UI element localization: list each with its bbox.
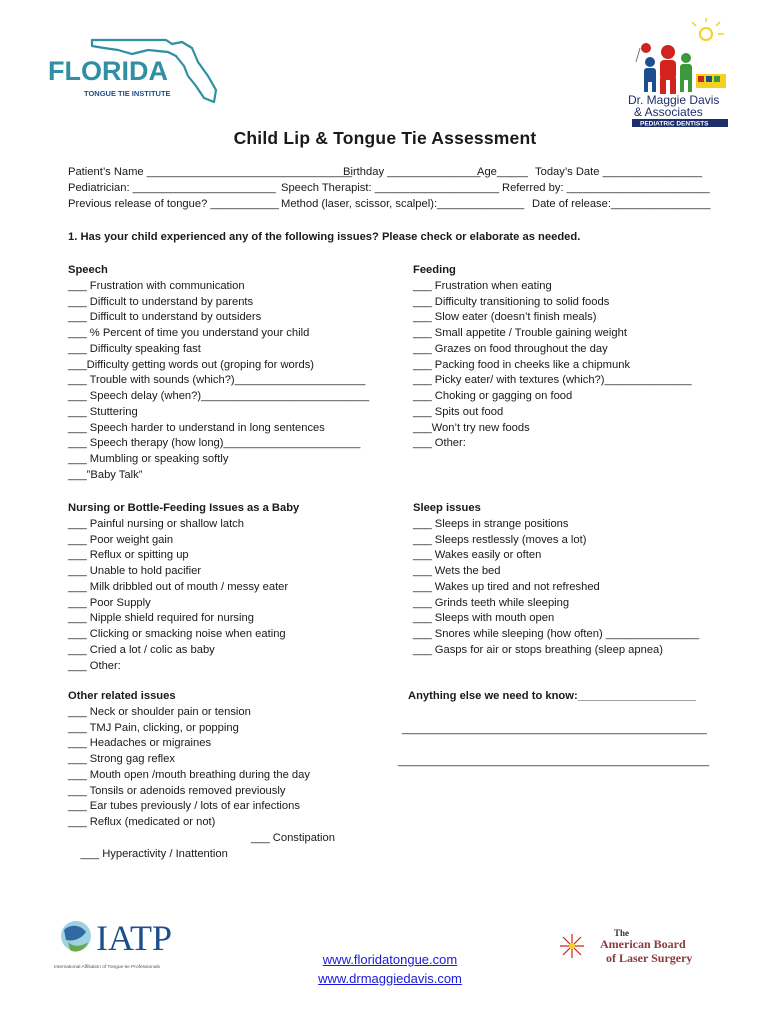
checklist-item[interactable]: ___ Other: bbox=[68, 659, 121, 672]
checklist-item[interactable]: ___ Wakes easily or often bbox=[413, 549, 542, 562]
sleep-section bbox=[413, 501, 699, 659]
todays-date-field[interactable]: Today’s Date ________________ bbox=[535, 166, 703, 178]
checklist-item[interactable]: ___ Grinds teeth while sleeping bbox=[413, 596, 570, 609]
checklist-item[interactable]: ___ Stuttering bbox=[68, 405, 138, 418]
checklist-item[interactable]: ___ Difficulty speaking fast bbox=[68, 342, 201, 355]
feeding-heading: Feeding bbox=[413, 264, 456, 276]
checklist-item[interactable]: ___ Reflux or spitting up bbox=[68, 549, 189, 562]
checklist-item[interactable]: ___ Other: bbox=[413, 437, 466, 450]
anything-else-label[interactable]: Anything else we need to know:___________________ bbox=[408, 690, 696, 702]
checklist-item[interactable]: ___ Strong gag reflex bbox=[68, 753, 175, 766]
checklist-item[interactable]: ___ Clicking or smacking noise when eating bbox=[68, 628, 286, 641]
checklist-item[interactable]: ___ Poor Supply bbox=[68, 596, 151, 609]
checklist-item[interactable]: ___ Sleeps with mouth open bbox=[413, 612, 555, 625]
checklist-item[interactable]: ___ Milk dribbled out of mouth / messy eater bbox=[68, 580, 289, 593]
previous-release-field[interactable]: Previous release of tongue? ___________ bbox=[68, 198, 279, 211]
checklist-item[interactable]: ___ Frustration when eating bbox=[413, 279, 552, 292]
florida-tongue-tie-logo bbox=[48, 32, 228, 106]
drmaggiedavis-link[interactable]: www.drmaggiedavis.com bbox=[318, 971, 462, 986]
nursing-section bbox=[68, 501, 299, 674]
feeding-section bbox=[413, 263, 692, 452]
other-issues-section bbox=[68, 689, 335, 894]
checklist-item[interactable]: ___ % Percent of time you understand your child bbox=[68, 327, 310, 340]
checklist-item[interactable]: ___ Gasps for air or stops breathing (sleep apnea) bbox=[413, 643, 663, 656]
patient-name-field[interactable]: Patient’s Name _________________________________ bbox=[68, 166, 353, 178]
checklist-item[interactable]: ___ TMJ Pain, clicking, or popping bbox=[68, 721, 239, 734]
info-line-2 bbox=[68, 182, 718, 198]
checklist-item[interactable]: ___ Sleeps restlessly (moves a lot) bbox=[413, 533, 587, 546]
iatp-subtitle: International Affiliation of Tongue-tie Professionals bbox=[54, 965, 160, 970]
american-board-laser-surgery-logo bbox=[556, 924, 732, 972]
info-line-1 bbox=[68, 166, 718, 182]
checklist-item[interactable]: ___ Tonsils or adenoids removed previously bbox=[68, 784, 286, 797]
abls-line1: The bbox=[614, 928, 630, 938]
speech-section bbox=[68, 263, 369, 484]
anything-else-line-2[interactable]: __________________________________________________ bbox=[398, 755, 710, 767]
checklist-item[interactable]: ___ Snores while sleeping (how often) _______________ bbox=[413, 628, 700, 641]
page-title: Child Lip & Tongue Tie Assessment bbox=[233, 128, 537, 148]
checklist-item[interactable]: ___ Difficult to understand by parents bbox=[68, 295, 254, 308]
nursing-heading: Nursing or Bottle-Feeding Issues as a Baby bbox=[68, 502, 300, 514]
pediatrician-field[interactable]: Pediatrician: _______________________ bbox=[68, 182, 276, 195]
davis-line2: & Associates bbox=[634, 105, 703, 119]
sleep-heading: Sleep issues bbox=[413, 502, 481, 514]
florida-wordmark: FLORIDA bbox=[48, 56, 168, 86]
patient-info-block bbox=[68, 166, 718, 215]
abls-line2: American Board bbox=[600, 937, 686, 951]
checklist-item[interactable]: ___ Frustration with communication bbox=[68, 279, 245, 292]
method-field[interactable]: Method (laser, scissor, scalpel):______________ bbox=[281, 198, 525, 211]
floridatongue-link[interactable]: www.floridatongue.com bbox=[322, 952, 458, 967]
checklist-item[interactable]: ___ Slow eater (doesn’t finish meals) bbox=[413, 311, 597, 324]
checklist-item[interactable]: ___ Choking or gagging on food bbox=[413, 390, 573, 403]
checklist-item[interactable]: ___ Neck or shoulder pain or tension bbox=[68, 705, 251, 718]
iatp-logo bbox=[54, 916, 214, 974]
checklist-item[interactable]: ___ Ear tubes previously / lots of ear infections bbox=[68, 800, 300, 813]
checklist-item[interactable]: ___ Reflux (medicated or not) bbox=[68, 816, 216, 829]
checklist-item[interactable]: ___ Difficult to understand by outsiders bbox=[68, 311, 262, 324]
checklist-item[interactable]: ___ Wakes up tired and not refreshed bbox=[413, 580, 600, 593]
anything-else-section bbox=[408, 689, 696, 705]
referred-by-field[interactable]: Referred by: _______________________ bbox=[502, 182, 710, 195]
abls-line3: of Laser Surgery bbox=[606, 951, 693, 965]
checklist-item[interactable]: ___ Mouth open /mouth breathing during the day bbox=[68, 768, 310, 781]
question-1: 1. Has your child experienced any of the following issues? Please check or elaborate as needed. bbox=[68, 231, 581, 243]
checklist-item[interactable]: ___ Spits out food bbox=[413, 405, 504, 418]
checklist-item[interactable]: ___Won’t try new foods bbox=[413, 421, 530, 434]
speech-therapist-field[interactable]: Speech Therapist: ____________________ bbox=[281, 182, 500, 195]
florida-subtitle: TONGUE TIE INSTITUTE bbox=[84, 89, 171, 98]
anything-else-line-1[interactable]: _________________________________________________ bbox=[402, 723, 707, 735]
checklist-item[interactable]: ___ Difficulty transitioning to solid foods bbox=[413, 295, 610, 308]
constipation-item[interactable]: ___ Constipation bbox=[251, 831, 335, 844]
checklist-item[interactable]: ___ Headaches or migraines bbox=[68, 737, 212, 750]
checklist-row bbox=[68, 831, 335, 894]
checklist-item[interactable]: ___Difficulty getting words out (groping for words) bbox=[68, 358, 315, 371]
checklist-item[interactable]: ___ Speech harder to understand in long sentences bbox=[68, 421, 325, 434]
checklist-item[interactable]: ___ Small appetite / Trouble gaining weight bbox=[413, 327, 627, 340]
checklist-item[interactable]: ___ Sleeps in strange positions bbox=[413, 517, 569, 530]
checklist-item[interactable]: ___ Wets the bed bbox=[413, 565, 501, 578]
checklist-item[interactable]: ___ Mumbling or speaking softly bbox=[68, 453, 229, 466]
davis-line3: PEDIATRIC DENTISTS bbox=[640, 120, 709, 128]
checklist-item[interactable]: ___ Speech delay (when?)___________________________ bbox=[68, 390, 370, 403]
checklist-item[interactable]: ___”Baby Talk” bbox=[68, 468, 143, 481]
other-heading: Other related issues bbox=[68, 690, 176, 702]
age-field[interactable]: Age_____ bbox=[477, 166, 529, 178]
checklist-item[interactable]: ___ Packing food in cheeks like a chipmunk bbox=[413, 358, 631, 371]
checklist-item[interactable]: ___ Grazes on food throughout the day bbox=[413, 342, 608, 355]
checklist-item[interactable]: ___ Unable to hold pacifier bbox=[68, 565, 202, 578]
checklist-item[interactable]: ___ Speech therapy (how long)______________________ bbox=[68, 437, 361, 450]
checklist-item[interactable]: ___ Poor weight gain bbox=[68, 533, 174, 546]
speech-heading: Speech bbox=[68, 264, 108, 276]
iatp-wordmark: IATP bbox=[96, 918, 173, 958]
checklist-item[interactable]: ___ Cried a lot / colic as baby bbox=[68, 643, 215, 656]
davis-associates-logo bbox=[610, 18, 738, 130]
footer-links bbox=[290, 950, 490, 988]
davis-line1: Dr. Maggie Davis bbox=[628, 93, 720, 107]
date-of-release-field[interactable]: Date of release:________________ bbox=[532, 198, 711, 211]
checklist-item[interactable]: ___ Picky eater/ with textures (which?)______________ bbox=[413, 374, 692, 387]
birthday-field[interactable]: Birthday _______________ bbox=[343, 166, 481, 178]
checklist-item[interactable]: ___ Hyperactivity / Inattention bbox=[80, 847, 228, 860]
checklist-item[interactable]: ___ Trouble with sounds (which?)_____________________ bbox=[68, 374, 366, 387]
info-line-3 bbox=[68, 198, 718, 214]
checklist-item[interactable]: ___ Nipple shield required for nursing bbox=[68, 612, 254, 625]
checklist-item[interactable]: ___ Painful nursing or shallow latch bbox=[68, 517, 244, 530]
